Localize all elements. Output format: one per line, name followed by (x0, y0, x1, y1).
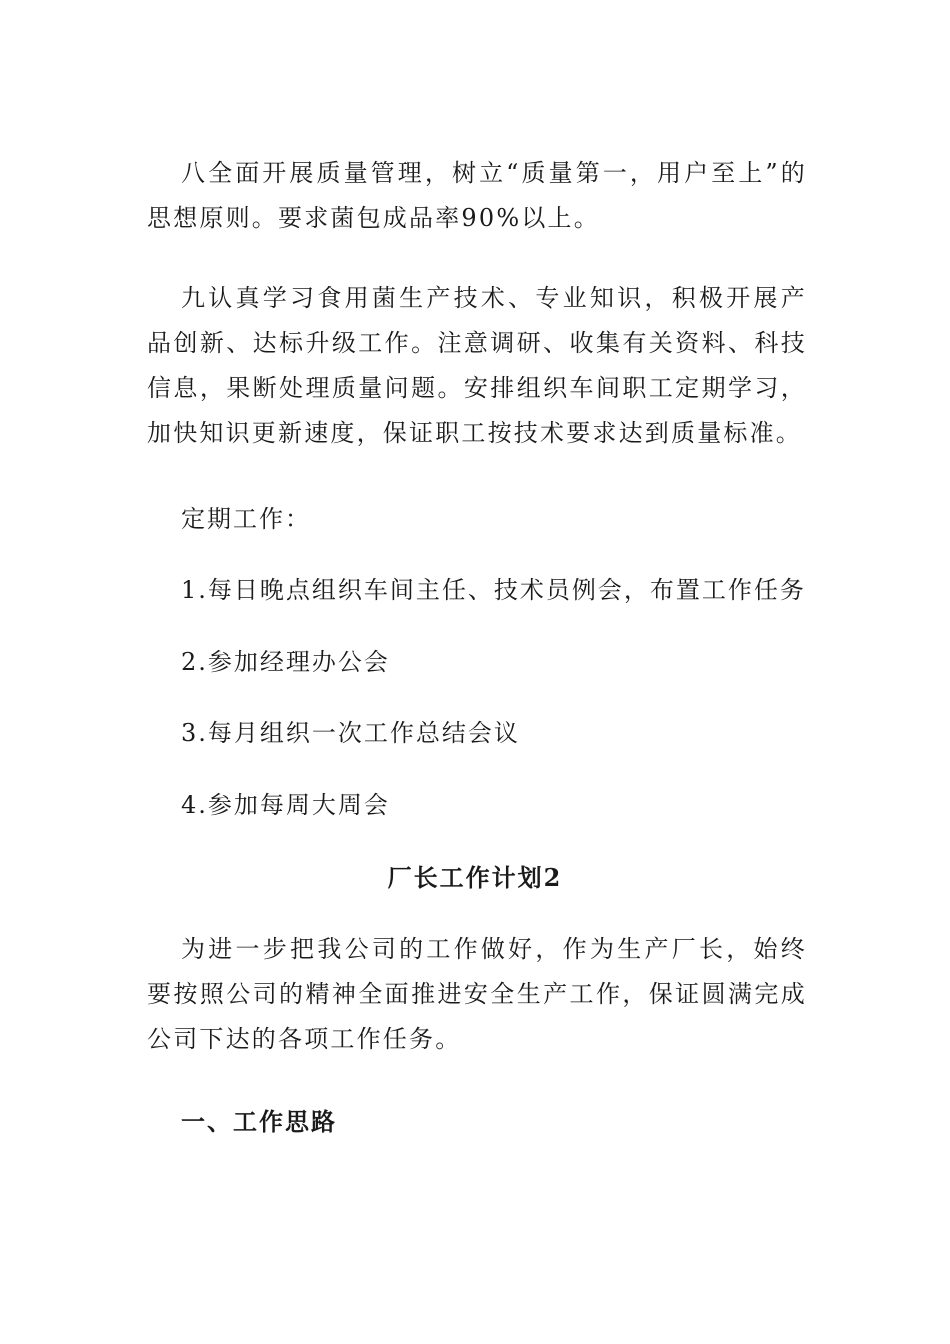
regular-work-label: 定期工作： (181, 505, 311, 533)
paragraph-item-8: 八全面开展质量管理，树立“质量第一，用户至上”的思想原则。要求菌包成品率90%以上。 (147, 159, 807, 232)
paragraph-item-9: 九认真学习食用菌生产技术、专业知识，积极开展产品创新、达标升级工作。注意调研、收集有关资料、科技信息，果断处理质量问题。安排组织车间职工定期学习，加快知识更新速度，保证职工按技术要求达到质量标准。 (147, 284, 807, 447)
list-item: 4.参加每周大周会 (181, 791, 390, 819)
section-title: 厂长工作计划2 (387, 863, 563, 892)
list-item: 3.每月组织一次工作总结会议 (181, 719, 520, 747)
list-item: 1.每日晚点组织车间主任、技术员例会，布置工作任务 (181, 576, 806, 604)
section-heading: 一、工作思路 (181, 1107, 337, 1136)
list-item: 2.参加经理办公会 (181, 648, 390, 676)
intro-paragraph: 为进一步把我公司的工作做好，作为生产厂长，始终要按照公司的精神全面推进安全生产工作，保证圆满完成公司下达的各项工作任务。 (147, 935, 807, 1053)
